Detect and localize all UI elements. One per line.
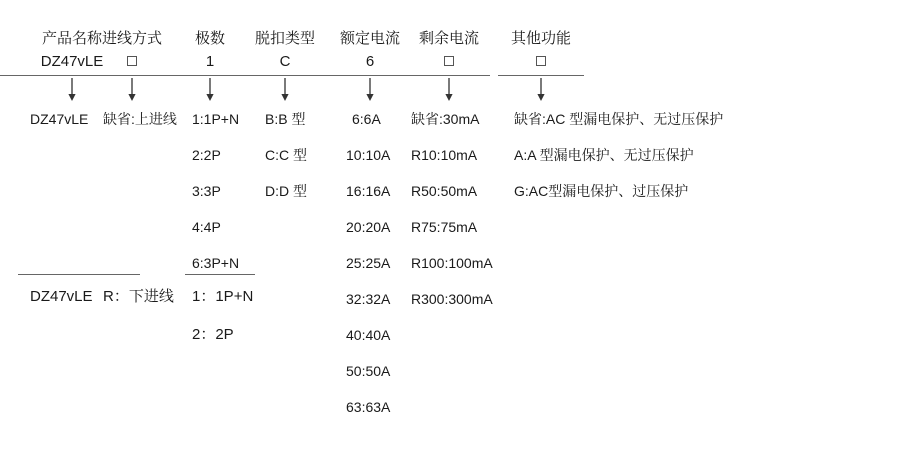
option-incoming-line-type-0: 缺省:上进线 bbox=[103, 111, 177, 127]
column-header-residual-current: 剩余电流 bbox=[418, 30, 479, 47]
option-other-functions-1: A:A 型漏电保护、无过压保护 bbox=[514, 147, 694, 163]
option-rated-current-5: 32:32A bbox=[346, 291, 391, 307]
arrow-tripping-type bbox=[245, 76, 325, 102]
column-header-other-functions: 其他功能 bbox=[510, 30, 571, 47]
arrow-pole-number bbox=[170, 76, 250, 102]
option-product-name-0: DZ47vLE bbox=[30, 111, 89, 127]
option-other-functions-0: 缺省:AC 型漏电保护、无过压保护 bbox=[514, 111, 724, 127]
option-residual-current-3: R75:75mA bbox=[411, 219, 478, 235]
secondary-item-3: 2：2P bbox=[192, 326, 234, 343]
option-rated-current-2: 16:16A bbox=[346, 183, 391, 199]
secondary-item-1: R：下进线 bbox=[103, 288, 174, 305]
column-header-incoming-line-type: 进线方式 bbox=[101, 30, 162, 47]
secondary-rule-right bbox=[185, 274, 255, 275]
column-code-pole-number: 1 bbox=[205, 53, 215, 70]
option-other-functions-2: G:AC型漏电保护、过压保护 bbox=[514, 183, 689, 199]
arrow-rated-current bbox=[325, 76, 415, 102]
column-pole-number bbox=[170, 30, 250, 102]
column-tripping-type bbox=[245, 30, 325, 102]
code-box-residual-current bbox=[444, 56, 454, 66]
column-header-tripping-type: 脱扣类型 bbox=[254, 30, 315, 47]
secondary-item-0: DZ47vLE bbox=[30, 288, 93, 305]
option-pole-number-1: 2:2P bbox=[192, 147, 221, 163]
secondary-rule-left bbox=[18, 274, 140, 275]
column-header-product-name: 产品名称 bbox=[41, 30, 102, 47]
code-box-other-functions bbox=[536, 56, 546, 66]
column-code-product-name: DZ47vLE bbox=[40, 53, 104, 70]
option-rated-current-8: 63:63A bbox=[346, 399, 391, 415]
option-tripping-type-1: C:C 型 bbox=[265, 147, 307, 163]
arrow-other-functions bbox=[498, 76, 584, 102]
option-pole-number-0: 1:1P+N bbox=[192, 111, 240, 127]
column-rated-current bbox=[325, 30, 415, 102]
option-residual-current-4: R100:100mA bbox=[411, 255, 493, 271]
option-residual-current-2: R50:50mA bbox=[411, 183, 478, 199]
option-tripping-type-0: B:B 型 bbox=[265, 111, 306, 127]
column-other-functions bbox=[498, 30, 584, 102]
option-rated-current-4: 25:25A bbox=[346, 255, 391, 271]
option-pole-number-3: 4:4P bbox=[192, 219, 221, 235]
column-residual-current bbox=[408, 30, 490, 102]
column-code-other-functions bbox=[498, 48, 584, 72]
option-rated-current-7: 50:50A bbox=[346, 363, 391, 379]
option-residual-current-0: 缺省:30mA bbox=[411, 111, 480, 127]
column-code-tripping-type: C bbox=[279, 53, 291, 70]
column-code-residual-current bbox=[408, 48, 490, 72]
code-box-incoming-line-type bbox=[127, 56, 137, 66]
arrow-residual-current bbox=[408, 76, 490, 102]
column-code-rated-current: 6 bbox=[365, 53, 375, 70]
option-rated-current-3: 20:20A bbox=[346, 219, 391, 235]
secondary-item-2: 1：1P+N bbox=[192, 288, 254, 305]
option-pole-number-2: 3:3P bbox=[192, 183, 221, 199]
column-header-pole-number: 极数 bbox=[194, 30, 225, 47]
option-tripping-type-2: D:D 型 bbox=[265, 183, 307, 199]
option-residual-current-1: R10:10mA bbox=[411, 147, 478, 163]
option-pole-number-4: 6:3P+N bbox=[192, 255, 240, 271]
option-rated-current-6: 40:40A bbox=[346, 327, 391, 343]
option-rated-current-0: 6:6A bbox=[352, 111, 381, 127]
option-residual-current-5: R300:300mA bbox=[411, 291, 493, 307]
column-header-rated-current: 额定电流 bbox=[339, 30, 400, 47]
option-rated-current-1: 10:10A bbox=[346, 147, 391, 163]
